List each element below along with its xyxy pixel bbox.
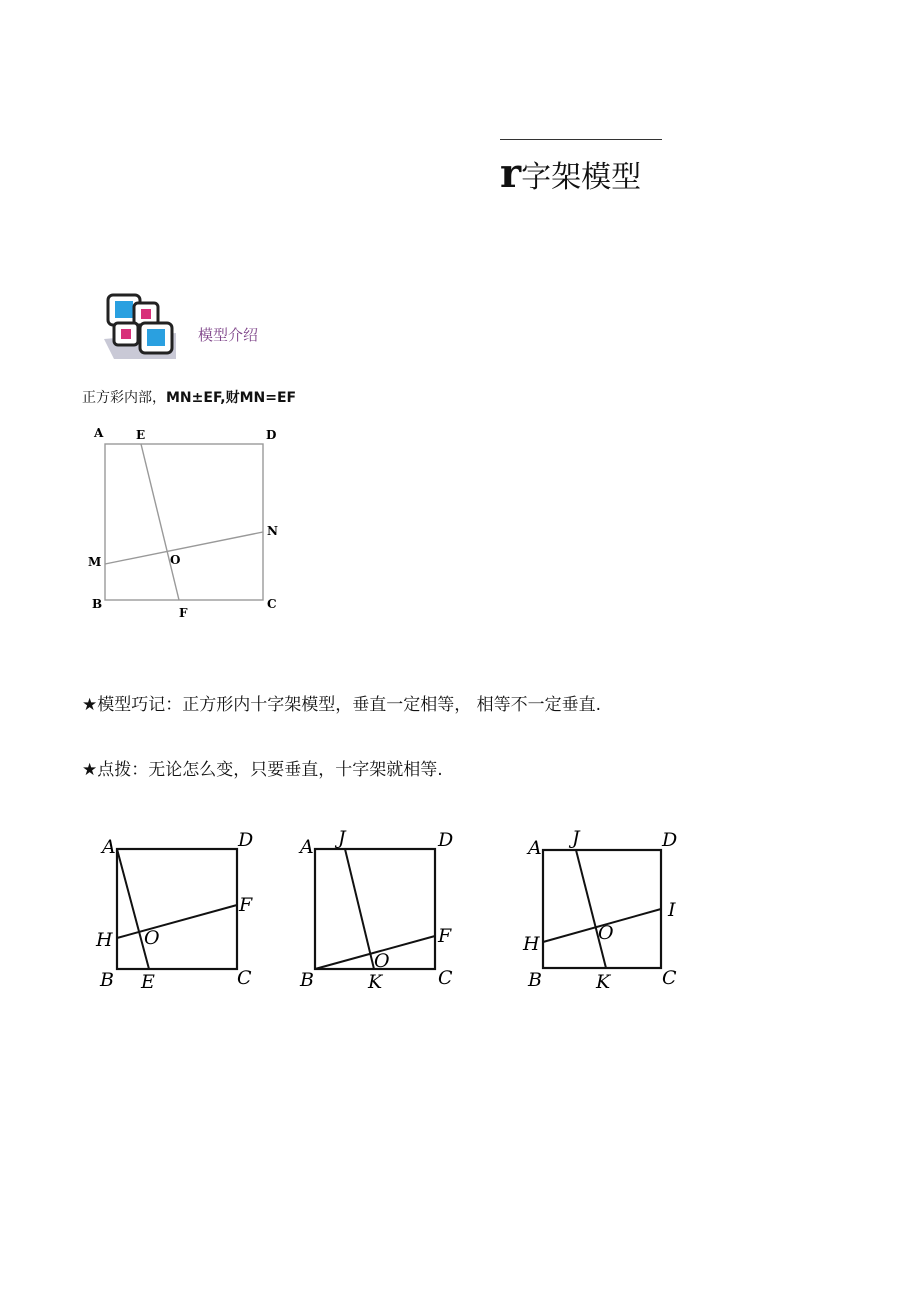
fig4-label-k: K [596,971,611,993]
fig2-label-f: F [239,894,253,916]
fig4-segment-jk [576,850,606,968]
fig4-label-c: C [662,967,677,989]
fig1-label-o: O [170,553,181,567]
fig1-label-a: A [94,426,104,440]
page-title [500,150,642,198]
fig1-label-e: E [136,428,146,442]
figure-1 [86,422,286,622]
model-statement [82,387,296,407]
icon-square-blue-2 [147,329,165,346]
fig2-label-o: O [144,927,160,949]
title-rule [500,139,662,140]
fig2-label-e: E [141,971,155,993]
fig1-label-c: C [267,597,277,611]
section-label: 模型介绍 [198,326,259,344]
fig1-label-m: M [88,555,102,569]
fig2-label-c: C [237,967,252,989]
fig3-label-b: B [300,969,314,991]
title-glyph: r [500,150,522,197]
fig1-label-b: B [92,597,103,611]
fig3-label-j: J [338,827,346,849]
icon-square-pink-1 [141,309,151,319]
fig3-label-a: A [300,836,314,858]
fig2-label-h: H [96,929,113,951]
blocks-icon [104,293,176,359]
fig2-segment-ae [117,849,149,969]
fig2-label-d: D [238,829,254,851]
tip-hint: ★点拨：无论怎么变，只要垂直，十字架就相等. [82,760,443,780]
fig3-label-d: D [438,829,454,851]
fig4-label-j: J [572,827,580,849]
figure-2 [90,822,270,998]
fig1-segment-ef [141,444,179,600]
statement-formula: MN±EF,财MN=EF [166,390,297,406]
fig4-label-b: B [528,969,542,991]
fig3-label-f: F [438,925,452,947]
fig1-square [105,444,263,600]
fig1-label-f: F [179,606,188,620]
fig1-label-d: D [266,428,277,442]
fig1-label-n: N [267,524,278,538]
fig4-label-i: I [668,899,676,921]
fig3-label-o: O [374,950,390,972]
fig3-segment-jk [345,849,374,969]
figure-4 [518,822,698,998]
icon-square-blue-1 [115,301,133,318]
icon-square-pink-2 [121,329,131,339]
fig3-label-k: K [368,971,383,993]
fig4-label-d: D [662,829,678,851]
fig4-label-o: O [598,922,614,944]
fig4-label-h: H [523,933,540,955]
fig1-segment-mn [105,532,263,564]
fig2-label-b: B [100,969,114,991]
fig2-label-a: A [102,836,116,858]
fig4-label-a: A [528,837,542,859]
figure-3 [288,822,468,998]
fig3-label-c: C [438,967,453,989]
tip-memory: ★模型巧记：正方形内十字架模型，垂直一定相等， 相等不一定垂直. [82,695,602,715]
fig2-segment-hf [117,905,237,938]
statement-prefix: 正方彩内部， [82,390,166,406]
title-text: 字架模型 [521,160,642,195]
